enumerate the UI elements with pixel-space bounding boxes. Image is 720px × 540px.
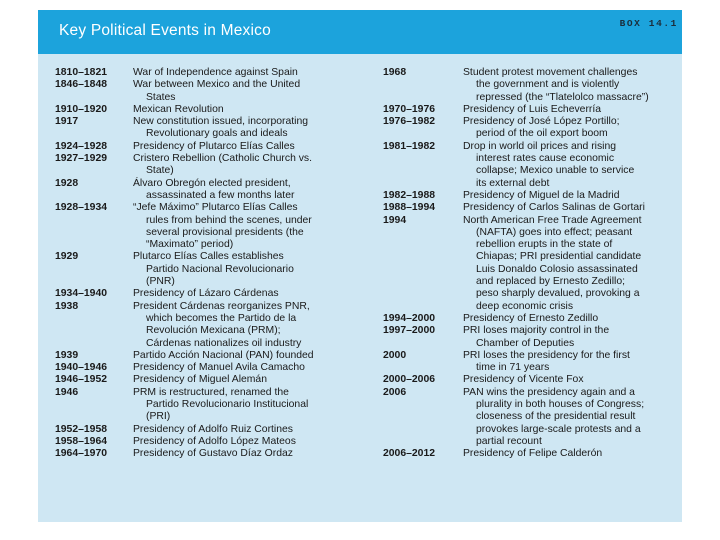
timeline-row [383,67,679,104]
event-description [463,215,681,313]
event-text-line: Cristero Rebellion (Catholic Church vs. [133,153,313,165]
event-year: 1929 [55,251,79,263]
event-year: 1928 [55,177,79,189]
event-description [133,301,373,350]
event-description [463,448,681,460]
event-description [133,141,373,153]
event-description [133,436,373,448]
event-year: 1958–1964 [55,435,108,447]
timeline-row [55,251,371,288]
event-description [133,288,373,300]
event-text-line: rebellion erupts in the state of [476,239,613,251]
event-text-line: Partido Acción Nacional (PAN) founded [133,349,314,361]
event-text-line: interest rates cause economic [476,153,615,165]
event-text-line: Revolución Mexicana (PRM); [146,325,281,337]
event-text-line: PRI loses majority control in the [463,325,610,337]
timeline-box [38,10,682,522]
event-text-line: Presidency of Vicente Fox [463,374,584,386]
event-description [133,362,373,374]
box-title: Key Political Events in Mexico [59,22,271,39]
event-text-line: Presidency of Gustavo Díaz Ordaz [133,448,293,460]
timeline-row [55,104,371,116]
event-year: 1938 [55,300,79,312]
event-description [133,448,373,460]
timeline-row [55,79,371,104]
event-year: 2006–2012 [383,448,436,460]
event-description [463,313,681,325]
event-year: 1946–1952 [55,374,108,386]
event-description [133,178,373,203]
event-text-line: assassinated a few months later [146,189,295,201]
event-year: 1982–1988 [383,189,436,201]
event-text-line: several provisional presidents (the [146,226,304,238]
event-text-line: and replaced by Ernesto Zedillo; [476,276,626,288]
event-year: 2006 [383,386,407,398]
event-year: 1994–2000 [383,312,436,324]
event-text-line: Presidency of Miguel de la Madrid [463,189,620,201]
event-text-line: Presidency of Plutarco Elías Calles [133,140,295,152]
event-text-line: Partido Nacional Revolucionario [146,263,294,275]
event-text-line: Presidency of Luis Echeverría [463,103,602,115]
event-text-line: Presidency of Manuel Avila Camacho [133,362,305,374]
event-description [133,251,373,288]
timeline-row [55,116,371,141]
event-text-line: peso sharply devalued, provoking a [476,288,640,300]
event-text-line: Presidency of Lázaro Cárdenas [133,288,279,300]
event-year: 1927–1929 [55,153,108,165]
event-year: 1946 [55,386,79,398]
right-timeline-column [383,67,679,461]
timeline-row [383,104,679,116]
event-description [133,350,373,362]
event-description [133,153,373,178]
event-text-line: Presidency of Adolfo Ruiz Cortines [133,423,293,435]
event-text-line: Mexican Revolution [133,103,224,115]
event-year: 1964–1970 [55,448,108,460]
event-year: 1934–1940 [55,288,108,300]
event-year: 1940–1946 [55,362,108,374]
event-text-line: War between Mexico and the United [133,79,301,91]
event-text-line: PAN wins the presidency again and a [463,386,635,398]
timeline-row [383,202,679,214]
timeline-row [55,153,371,178]
event-text-line: Revolutionary goals and ideals [146,128,288,140]
event-description [463,350,681,375]
event-text-line: Plutarco Elías Calles establishes [133,251,284,263]
timeline-row [383,313,679,325]
event-text-line: New constitution issued, incorporating [133,116,309,128]
timeline-row [55,301,371,350]
event-description [133,202,373,251]
event-text-line: President Cárdenas reorganizes PNR, [133,300,310,312]
event-text-line: State) [146,165,174,177]
timeline-row [383,215,679,313]
event-text-line: Álvaro Obregón elected president, [133,177,291,189]
event-text-line: North American Free Trade Agreement [463,214,642,226]
box-header [38,10,682,54]
event-text-line: rules from behind the scenes, under [146,214,312,226]
event-text-line: PRM is restructured, renamed the [133,386,289,398]
event-text-line: Chiapas; PRI presidential candidate [476,251,642,263]
left-timeline-column [55,67,371,461]
event-text-line: Cárdenas nationalizes oil industry [146,337,302,349]
event-text-line: Luis Donaldo Colosio assassinated [476,263,638,275]
event-description [463,374,681,386]
timeline-row [383,116,679,141]
event-description [463,325,681,350]
box-label: BOX 14.1 [619,18,678,29]
event-text-line: (PNR) [146,276,175,288]
event-text-line: its external debt [476,177,550,189]
event-description [463,190,681,202]
event-year: 1939 [55,349,79,361]
event-text-line: Presidency of Felipe Calderón [463,448,603,460]
event-description [133,104,373,116]
event-description [463,141,681,190]
timeline-row [383,325,679,350]
timeline-row [55,436,371,448]
timeline-row [55,350,371,362]
event-description [133,116,373,141]
event-year: 1917 [55,116,79,128]
event-text-line: deep economic crisis [476,300,574,312]
timeline-row [55,424,371,436]
event-description [463,387,681,448]
timeline-row [55,202,371,251]
event-text-line: which becomes the Partido de la [146,312,297,324]
event-description [463,67,681,104]
event-year: 1968 [383,67,407,78]
event-text-line: Student protest movement challenges [463,67,638,78]
event-year: 1924–1928 [55,140,108,152]
event-text-line: (NAFTA) goes into effect; peasant [476,226,633,238]
event-text-line: States [146,91,176,103]
event-text-line: collapse; Mexico unable to service [476,165,635,177]
event-text-line: Presidency of José López Portillo; [463,116,620,128]
event-text-line: Chamber of Deputies [476,337,575,349]
event-text-line: Presidency of Miguel Alemán [133,374,267,386]
event-year: 1994 [383,214,407,226]
event-year: 1846–1848 [55,79,108,91]
event-text-line: Presidency of Adolfo López Mateos [133,435,296,447]
event-text-line: PRI loses the presidency for the first [463,349,630,361]
event-text-line: the government and is violently [476,79,620,91]
timeline-row [55,67,371,79]
event-description [133,424,373,436]
event-year: 1976–1982 [383,116,436,128]
timeline-row [383,190,679,202]
timeline-row [383,387,679,448]
timeline-row [55,448,371,460]
event-year: 1981–1982 [383,140,436,152]
event-text-line: partial recount [476,435,542,447]
timeline-row [55,288,371,300]
event-description [133,387,373,424]
event-year: 1810–1821 [55,67,108,78]
event-text-line: Partido Revolucionario Institucional [146,399,309,411]
event-text-line: closeness of the presidential result [476,411,636,423]
event-text-line: Drop in world oil prices and rising [463,140,617,152]
event-text-line: Presidency of Ernesto Zedillo [463,312,599,324]
event-description [463,202,681,214]
timeline-row [55,387,371,424]
event-text-line: time in 71 years [476,362,550,374]
timeline-row [55,141,371,153]
event-description [133,67,373,79]
event-year: 1910–1920 [55,103,108,115]
event-year: 2000 [383,349,407,361]
timeline-row [55,374,371,386]
event-text-line: “Jefe Máximo” Plutarco Elías Calles [133,202,298,214]
timeline-row [383,141,679,190]
event-year: 1997–2000 [383,325,436,337]
event-description [463,116,681,141]
event-year: 2000–2006 [383,374,436,386]
event-description [133,79,373,104]
event-year: 1952–1958 [55,423,108,435]
event-year: 1988–1994 [383,202,436,214]
event-year: 1928–1934 [55,202,108,214]
event-text-line: (PRI) [146,411,171,423]
event-text-line: “Maximato” period) [146,239,234,251]
timeline-row [383,374,679,386]
timeline-row [55,362,371,374]
timeline-row [55,178,371,203]
event-text-line: Presidency of Carlos Salinas de Gortari [463,202,645,214]
event-text-line: repressed (the “Tlatelolco massacre”) [476,91,649,103]
event-text-line: War of Independence against Spain [133,67,298,78]
event-text-line: plurality in both houses of Congress; [476,399,645,411]
event-description [133,374,373,386]
timeline-row [383,448,679,460]
timeline-row [383,350,679,375]
event-year: 1970–1976 [383,103,436,115]
event-description [463,104,681,116]
event-text-line: provokes large-scale protests and a [476,423,641,435]
event-text-line: period of the oil export boom [476,128,608,140]
